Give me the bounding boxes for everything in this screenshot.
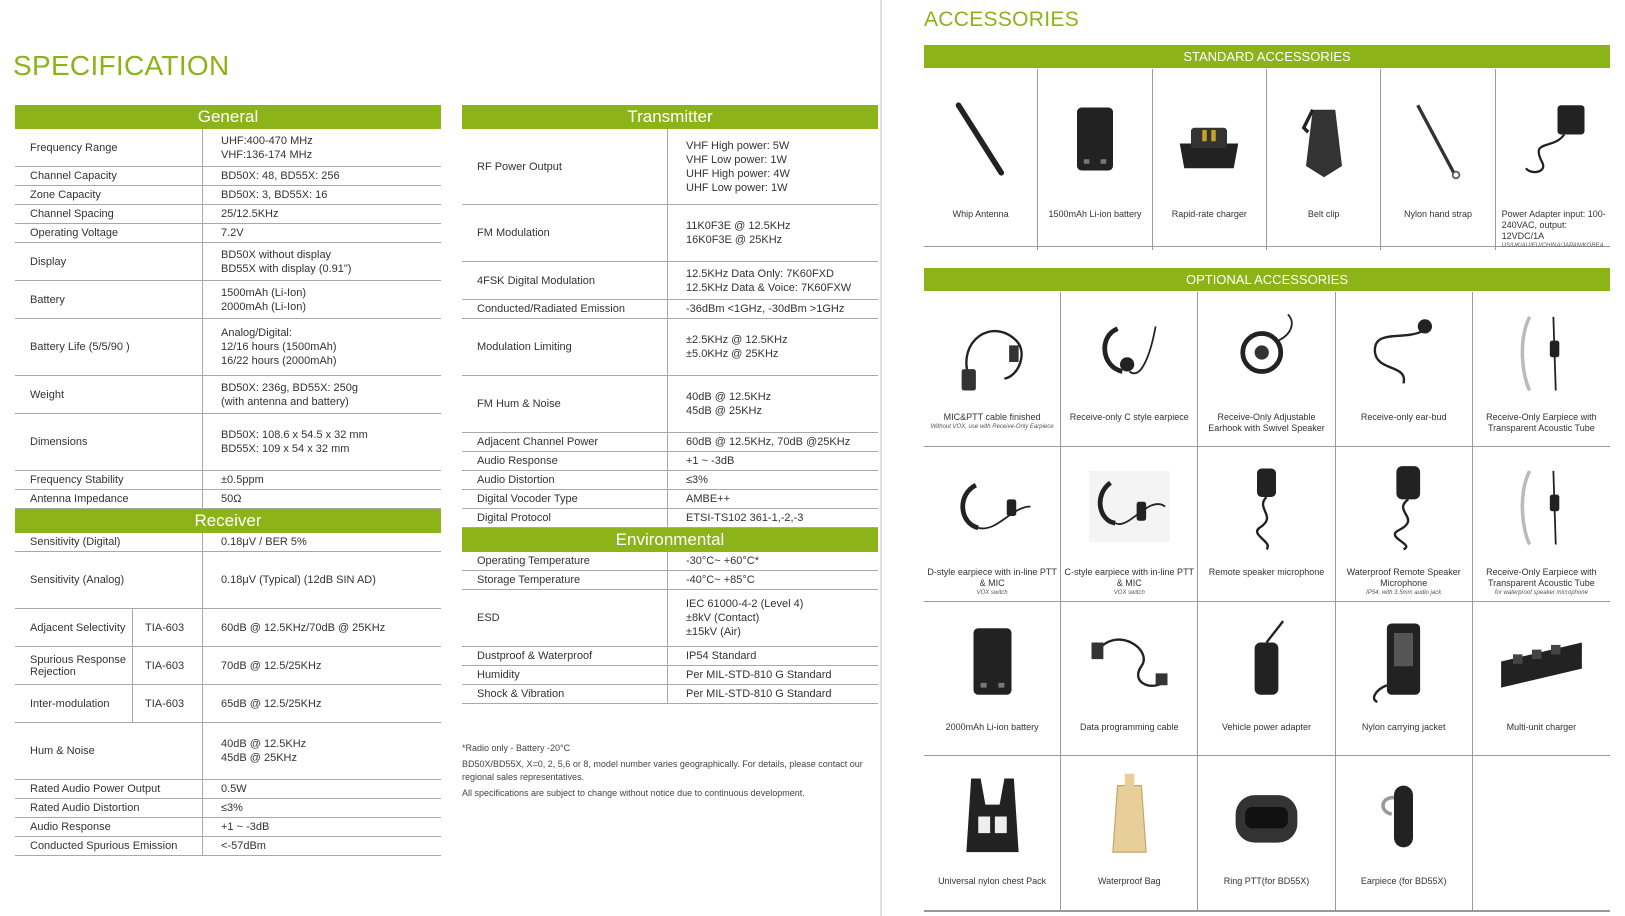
receiver-row [15,552,441,609]
receiver-row [15,818,441,837]
spec-value: BD50X: 108.6 x 54.5 x 32 mm BD55X: 109 x 54 x 32 mm [221,429,368,455]
spec-label: Dimensions [15,414,203,470]
spec-label: Antenna Impedance [15,490,203,508]
accessory-item [1336,447,1473,602]
belt-clip-icon [1267,69,1380,209]
spec-value: 50Ω [221,493,242,505]
accessory-note: VOX switch [1113,589,1145,596]
spec-label: Inter-modulation [15,685,133,722]
accessory-item [1336,756,1473,911]
accessory-caption: Remote speaker microphone [1208,566,1325,577]
accessory-item [1198,756,1335,911]
battery-icon [1038,69,1151,209]
general-row [15,376,441,414]
spec-value: 0.18μV (Typical) (12dB SIN AD) [221,574,376,586]
carrying-jacket-icon [1336,602,1472,722]
receiver-row [15,533,441,552]
spec-value: Per MIL-STD-810 G Standard [686,669,832,681]
accessory-item [1198,292,1335,447]
earhook-icon [1198,292,1334,412]
environmental-row [462,571,878,590]
accessory-item [1336,602,1473,757]
spec-value: Analog/Digital: 12/16 hours (1500mAh) 16/22 hours (2000mAh) [221,327,337,367]
accessory-caption: Power Adapter input: 100-240VAC, output: 12VDC/1A [1501,209,1606,241]
spec-value: ±2.5KHz @ 12.5KHz ±5.0KHz @ 25KHz [686,334,788,360]
spec-label: Digital Protocol [462,509,668,527]
charger-icon [1153,69,1266,209]
receiver-heading: Receiver [15,509,441,533]
accessory-item [1336,292,1473,447]
spec-label: Modulation Limiting [462,319,668,375]
spec-label: Sensitivity (Analog) [15,552,203,608]
environmental-table [462,552,878,704]
accessory-caption: Receive-Only Earpiece with Transparent Acoustic Tube [1486,412,1597,433]
optional-accessories-grid [924,292,1610,912]
accessory-item [1061,602,1198,757]
spec-value: 11K0F3E @ 12.5KHz 16K0F3E @ 25KHz [686,220,791,246]
spec-label: Operating Voltage [15,224,203,242]
receiver-table [15,533,441,856]
accessory-item [1061,292,1198,447]
spec-value: -40°C~ +85°C [686,574,755,586]
standard-accessories-grid [924,69,1610,247]
transmitter-row [462,300,878,319]
accessory-caption: Vehicle power adapter [1221,721,1312,732]
accessory-item [1381,69,1495,250]
spec-label: Channel Spacing [15,205,203,223]
transmitter-table [462,129,878,528]
c-earpiece-ptt-icon [1061,447,1197,567]
bluetooth-earpiece-icon [1336,756,1472,876]
accessory-item [1153,69,1267,250]
spec-value: ETSI-TS102 361-1,-2,-3 [686,512,804,524]
accessory-item [924,292,1061,447]
spec-value: ≤3% [686,474,708,486]
spec-label: Conducted/Radiated Emission [462,300,668,318]
accessory-note: Without VOX, use with Receive-Only Earpiece [930,424,1054,430]
note-radio-only: *Radio only - Battery -20°C [462,743,571,753]
accessory-item [1496,69,1610,250]
spec-standard: TIA-603 [133,609,203,646]
optional-accessories-heading: OPTIONAL ACCESSORIES [924,268,1610,291]
spec-value: 0.5W [221,783,247,795]
accessory-item [1473,447,1610,602]
spec-label: Digital Vocoder Type [462,490,668,508]
ear-bud-icon [1336,292,1472,412]
accessory-item [1473,292,1610,447]
whip-antenna-icon [924,69,1037,209]
accessory-item [1061,447,1198,602]
environmental-heading: Environmental [462,528,878,552]
spec-value: -36dBm <1GHz, -30dBm >1GHz [686,303,845,315]
spec-label: Frequency Range [15,129,203,166]
spec-value: BD50X without display BD55X with display (0.91") [221,248,352,275]
spec-value: IP54 Standard [686,650,757,662]
spec-label: Rated Audio Distortion [15,799,203,817]
spec-value: IEC 61000-4-2 (Level 4) ±8kV (Contact) ±15kV (Air) [686,598,804,638]
d-earpiece-icon [924,447,1060,567]
general-row [15,243,441,281]
transmitter-heading: Transmitter [462,105,878,129]
spec-label: Hum & Noise [15,723,203,779]
waterproof-mic-icon [1336,447,1472,567]
accessory-item [924,602,1061,757]
accessory-caption: Data programming cable [1080,721,1179,732]
spec-value: +1 ~ -3dB [686,455,735,467]
spec-value: 0.18μV / BER 5% [221,536,307,548]
spec-label: Weight [15,376,203,413]
standard-accessories-heading: STANDARD ACCESSORIES [924,45,1610,68]
vehicle-adapter-icon [1198,602,1334,722]
accessory-item [1267,69,1381,250]
spec-value: 25/12.5KHz [221,208,279,220]
chest-pack-icon [924,756,1060,876]
accessory-note: IP54, with 3.5mm audio jack [1366,589,1442,596]
accessory-caption: Earpiece (for BD55X) [1360,876,1447,887]
battery-icon [924,602,1060,722]
accessory-item [1038,69,1152,250]
spec-label: FM Hum & Noise [462,376,668,432]
speaker-mic-icon [1198,447,1334,567]
spec-label: Audio Response [462,452,668,470]
spec-label: Channel Capacity [15,167,203,185]
environmental-row [462,685,878,704]
accessory-item [1473,756,1610,911]
general-row [15,471,441,490]
transmitter-row [462,262,878,300]
spec-value: BD50X: 3, BD55X: 16 [221,189,328,201]
spec-value: 60dB @ 12.5KHz, 70dB @25KHz [686,436,851,448]
spec-value: 7.2V [221,227,244,239]
ring-ptt-icon [1198,756,1334,876]
accessory-caption: MIC&PTT cable finished [943,412,1041,422]
spec-value: -30°C~ +60°C* [686,555,760,567]
accessory-item [1473,602,1610,757]
mic-ptt-cable-icon [924,292,1060,412]
receiver-row [15,837,441,856]
environmental-row [462,590,878,647]
accessory-note: VOX switch [976,589,1008,596]
transmitter-row [462,433,878,452]
general-row [15,224,441,243]
accessory-caption: Receive-Only Earpiece with Transparent Acoustic Tube [1486,566,1597,588]
spec-label: Spurious Response Rejection [15,647,133,684]
waterproof-bag-icon [1061,756,1197,876]
spec-label: Zone Capacity [15,186,203,204]
accessory-caption: C-style earpiece with in-line PTT & MIC [1064,566,1195,588]
receiver-row [15,685,441,723]
spec-value: +1 ~ -3dB [221,821,270,833]
accessory-item [924,69,1038,250]
transmitter-row [462,319,878,376]
transmitter-row [462,490,878,509]
accessory-caption: Whip Antenna [952,209,1009,219]
acoustic-tube-icon [1473,447,1610,567]
spec-value: UHF:400-470 MHz VHF:136-174 MHz [221,134,313,161]
spec-value: 40dB @ 12.5KHz 45dB @ 25KHz [686,391,772,417]
spec-value: 65dB @ 12.5/25KHz [221,697,322,710]
spec-value: ±0.5ppm [221,474,264,486]
accessory-caption: Belt clip [1307,209,1340,219]
transmitter-row [462,376,878,433]
accessory-note: for waterproof speaker microphone [1494,589,1588,596]
spec-label: FM Modulation [462,205,668,261]
accessory-caption: Receive-Only Adjustable Earhook with Swivel Speaker [1208,412,1325,433]
accessory-caption: D-style earpiece with in-line PTT & MIC [927,566,1057,588]
spec-label: Dustproof & Waterproof [462,647,668,665]
transmitter-row [462,205,878,262]
specification-title: SPECIFICATION [13,50,230,81]
general-heading: General [15,105,441,129]
spec-value: 12.5KHz Data Only: 7K60FXD 12.5KHz Data & Voice: 7K60FXW [686,267,852,294]
receiver-row [15,799,441,818]
accessory-caption: Multi-unit charger [1506,721,1577,732]
spec-label: Audio Distortion [462,471,668,489]
accessory-caption: Waterproof Bag [1097,876,1161,887]
transmitter-row [462,452,878,471]
spec-notes [462,742,878,803]
accessory-caption: Receive-only C style earpiece [1069,412,1189,422]
spec-label: Audio Response [15,818,203,836]
accessory-caption: Waterproof Remote Speaker Microphone [1346,566,1461,588]
spec-value: ≤3% [221,802,243,814]
spec-value: 70dB @ 12.5/25KHz [221,659,322,672]
acoustic-tube-icon [1473,292,1610,412]
general-row [15,167,441,186]
note-model-number: BD50X/BD55X, X=0, 2, 5,6 or 8, model number varies geographically. For details, please contact our regional sales representatives. [462,759,863,782]
general-row [15,205,441,224]
general-row [15,186,441,205]
spec-left-column [15,105,441,856]
note-disclaimer: All specifications are subject to change without notice due to continuous development. [462,788,805,798]
spec-label: Storage Temperature [462,571,668,589]
receiver-row [15,723,441,780]
spec-label: Battery [15,281,203,318]
spec-value: BD50X: 48, BD55X: 256 [221,170,340,182]
environmental-row [462,647,878,666]
spec-label: Frequency Stability [15,471,203,489]
spec-standard: TIA-603 [133,685,203,722]
c-earpiece-icon [1061,292,1197,412]
spec-right-column [462,105,878,704]
receiver-row [15,609,441,647]
accessory-caption: Nylon carrying jacket [1361,721,1446,732]
accessory-caption: Rapid-rate charger [1171,209,1247,219]
spec-label: Adjacent Channel Power [462,433,668,451]
spec-label: Conducted Spurious Emission [15,837,203,855]
environmental-row [462,666,878,685]
spec-label: ESD [462,590,668,646]
spec-label: Display [15,243,203,280]
spec-label: Shock & Vibration [462,685,668,703]
spec-label: Sensitivity (Digital) [15,533,203,551]
spec-value: VHF High power: 5W VHF Low power: 1W UHF High power: 4W UHF Low power: 1W [686,139,790,194]
spec-label: Rated Audio Power Output [15,780,203,798]
transmitter-row [462,509,878,528]
hand-strap-icon [1381,69,1494,209]
accessory-item [1198,602,1335,757]
accessory-caption: 1500mAh Li-ion battery [1048,209,1142,219]
general-table [15,129,441,509]
general-row [15,281,441,319]
spec-value: Per MIL-STD-810 G Standard [686,688,832,700]
accessory-item [924,756,1061,911]
spec-label: Humidity [462,666,668,684]
general-row [15,414,441,471]
general-row [15,319,441,376]
spec-label: Battery Life (5/5/90 ) [15,319,203,375]
programming-cable-icon [1061,602,1197,722]
receiver-row [15,647,441,685]
accessory-caption: 2000mAh Li-ion battery [945,721,1039,732]
environmental-row [462,552,878,571]
accessory-caption: Universal nylon chest Pack [938,876,1047,887]
accessory-item [1198,447,1335,602]
spec-value: BD50X: 236g, BD55X: 250g (with antenna and battery) [221,381,358,408]
empty-slot [1473,756,1610,876]
spec-value: 1500mAh (Li-Ion) 2000mAh (Li-Ion) [221,286,306,313]
spec-label: Adjacent Selectivity [15,609,133,646]
accessory-item [1061,756,1198,911]
spec-label: RF Power Output [462,129,668,204]
multi-charger-icon [1473,602,1610,722]
accessory-caption: Nylon hand strap [1403,209,1473,219]
spec-value: 40dB @ 12.5KHz 45dB @ 25KHz [221,738,307,764]
spec-value: 60dB @ 12.5KHz/70dB @ 25KHz [221,621,386,634]
accessory-note: US/UK/AU/EU/CHINA/JAPAN/KOREA [1501,243,1604,249]
transmitter-row [462,129,878,205]
spec-label: 4FSK Digital Modulation [462,262,668,299]
accessory-item [924,447,1061,602]
spec-label: Operating Temperature [462,552,668,570]
spec-value: <-57dBm [221,840,266,852]
general-row [15,490,441,509]
transmitter-row [462,471,878,490]
spec-value: AMBE++ [686,493,731,505]
accessory-caption: Ring PTT(for BD55X) [1223,876,1310,887]
receiver-row [15,780,441,799]
spec-standard: TIA-603 [133,647,203,684]
accessories-title: ACCESSORIES [924,8,1080,31]
accessory-caption: Receive-only ear-bud [1360,412,1447,422]
power-adapter-icon [1496,69,1610,209]
general-row [15,129,441,167]
accessories-page [882,0,1625,916]
